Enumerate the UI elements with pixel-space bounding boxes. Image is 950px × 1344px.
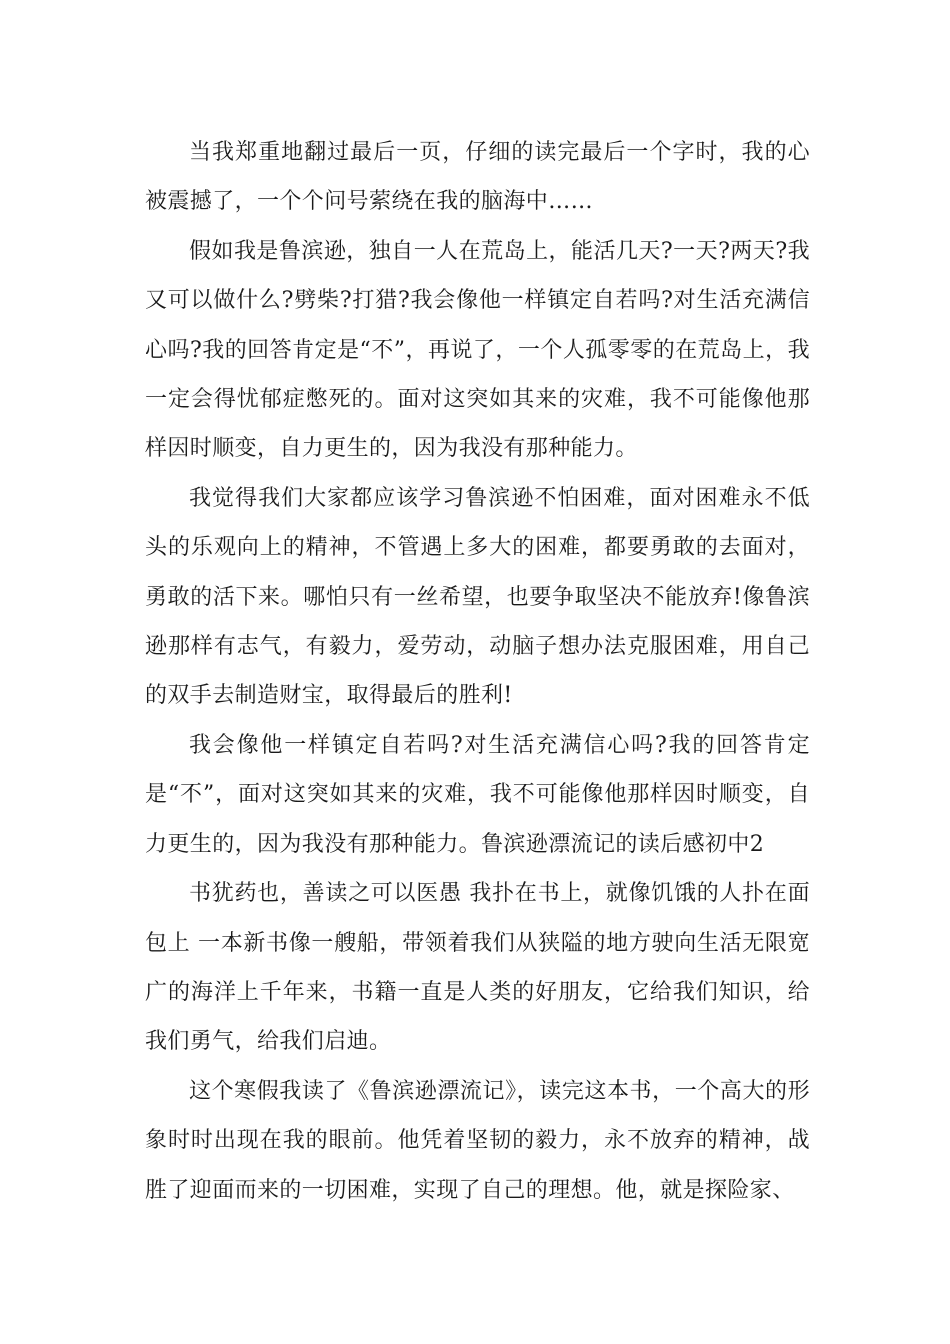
- paragraph-4: 我会像他一样镇定自若吗?对生活充满信心吗?我的回答肯定是“不”，面对这突如其来的灾难，我不可能像他那样因时顺变，自力更生的，因为我没有那种能力。鲁滨逊漂流记的读后感初中2: [145, 732, 810, 857]
- paragraph-3: 我觉得我们大家都应该学习鲁滨逊不怕困难，面对困难永不低头的乐观向上的精神，不管遇上多大的困难，都要勇敢的去面对，勇敢的活下来。哪怕只有一丝希望，也要争取坚决不能放弃!像鲁滨逊那样有志气，有毅力，爱劳动，动脑子想办法克服困难，用自己的双手去制造财宝，取得最后的胜利!: [145, 485, 810, 709]
- paragraph-5: 书犹药也，善读之可以医愚 我扑在书上，就像饥饿的人扑在面包上 一本新书像一艘船，带领着我们从狭隘的地方驶向生活无限宽广的海洋上千年来，书籍一直是人类的好朋友，它给我们知识，给我们勇气，给我们启迪。: [145, 881, 810, 1055]
- paragraph-1: 当我郑重地翻过最后一页，仔细的读完最后一个字时，我的心被震撼了，一个个问号萦绕在我的脑海中……: [145, 140, 810, 215]
- document-body: [145, 128, 810, 1215]
- paragraph-6: 这个寒假我读了《鲁滨逊漂流记》，读完这本书，一个高大的形象时时出现在我的眼前。他凭着坚韧的毅力，永不放弃的精神，战胜了迎面而来的一切困难，实现了自己的理想。他，就是探险家、: [145, 1078, 810, 1203]
- paragraph-2: 假如我是鲁滨逊，独自一人在荒岛上，能活几天?一天?两天?我又可以做什么?劈柴?打猎?我会像他一样镇定自若吗?对生活充满信心吗?我的回答肯定是“不”，再说了，一个人孤零零的在荒岛上，我一定会得忧郁症憋死的。面对这突如其来的灾难，我不可能像他那样因时顺变，自力更生的，因为我没有那种能力。: [145, 238, 810, 462]
